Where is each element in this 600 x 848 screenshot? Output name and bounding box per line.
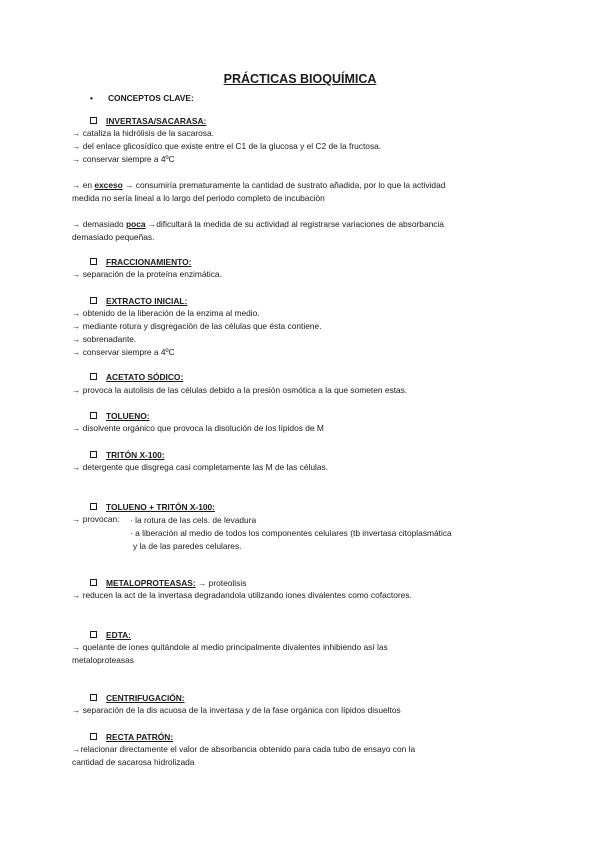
text-line: → quelante de iones quitándole al medio principalmente divalentes inhibiendo así las (72, 642, 388, 652)
text-line: →relacionar directamente el valor de absorbancia obtenido para cada tubo de ensayo con la (72, 744, 416, 754)
checkbox-square-icon (90, 694, 97, 701)
checkbox-square-icon (90, 258, 97, 265)
checkbox-square-icon (90, 503, 97, 510)
concepts-label: CONCEPTOS CLAVE: (108, 93, 194, 103)
text-line: → sobrenadante. (72, 334, 137, 344)
text-line: → detergente que disgrega casi completamente las M de las células. (72, 462, 329, 472)
checkbox-square-icon (90, 297, 97, 304)
text-line: → separación de la dis acuosa de la invertasa y de la fase orgánica con lípidos disueltos (72, 705, 401, 715)
text-line: → del enlace glicosídico que existe entre el C1 de la glucosa y el C2 de la fructosa. (72, 141, 382, 151)
text-line: → cataliza la hidrólisis de la sacarosa. (72, 128, 214, 138)
text-line: cantidad de sacarosa hidrolizada (72, 757, 195, 767)
heading-extracto: EXTRACTO INICIAL: (90, 296, 187, 306)
checkbox-square-icon (90, 733, 97, 740)
emphasis-poca: poca (126, 219, 146, 229)
concepts-heading (90, 93, 194, 103)
heading-edta: EDTA: (90, 630, 131, 640)
text-line: demasiado pequeñas. (72, 232, 155, 242)
heading-recta-patron: RECTA PATRÓN: (90, 732, 173, 742)
text-line: → obtenido de la liberación de la enzima al medio. (72, 308, 260, 318)
checkbox-square-icon (90, 451, 97, 458)
text-line: → mediante rotura y disgregación de las células que ésta contiene. (72, 321, 322, 331)
heading-invertasa: INVERTASA/SACARASA: (90, 116, 206, 126)
heading-tolueno-triton: TOLUENO + TRITÓN X-100: (90, 502, 215, 512)
text-line-exceso: → en exceso → consumiría prematuramente la cantidad de sustrato añadida, por lo que la actividad (72, 180, 446, 190)
heading-metaloproteasas: METALOPROTEASAS: → proteolisis (90, 578, 246, 588)
emphasis-exceso: exceso (94, 180, 123, 190)
heading-fraccionamiento: FRACCIONAMIENTO: (90, 257, 191, 267)
text-line-poca: → demasiado poca →dificultará la medida de su actividad al registrarse variaciones de absorbancia (72, 219, 444, 229)
text-line: → reducen la act de la invertasa degradandola utilizando iones divalentes como cofactores. (72, 590, 412, 600)
heading-triton: TRITÓN X-100: (90, 450, 165, 460)
text-line: metaloproteasas (72, 655, 134, 665)
page-title: PRÁCTICAS BIOQUÍMICA (223, 72, 377, 86)
heading-acetato: ACETATO SÓDICO: (90, 372, 183, 382)
text-line: → disolvente orgánico que provoca la disolución de los lípidos de M (72, 423, 324, 433)
sub-line: · la rotura de las cels. de levadura (130, 515, 257, 525)
text-line: → separación de la proteína enzimática. (72, 269, 222, 279)
bullet-icon: • (90, 93, 93, 103)
text-line: medida no sería lineal a lo largo del periodo completo de incubación (72, 193, 325, 203)
heading-tolueno: TOLUENO: (90, 411, 150, 421)
text-line: → conservar siempre a 4ºC (72, 347, 175, 357)
checkbox-square-icon (90, 117, 97, 124)
checkbox-square-icon (90, 412, 97, 419)
checkbox-square-icon (90, 631, 97, 638)
sub-line: y la de las paredes celulares. (133, 541, 242, 551)
checkbox-square-icon (90, 373, 97, 380)
text-line: → conservar siempre a 4ºC (72, 154, 175, 164)
sub-line: · a liberación al medio de todos los componentes celulares (tb invertasa citoplasmática (130, 528, 452, 538)
text-line: → provoca la autolisis de las células debido a la presión osmótica a la que someten estas. (72, 385, 408, 395)
text-line: → provocan: (72, 514, 120, 524)
heading-centrifugacion: CENTRIFUGACIÓN: (90, 693, 185, 703)
checkbox-square-icon (90, 579, 97, 586)
